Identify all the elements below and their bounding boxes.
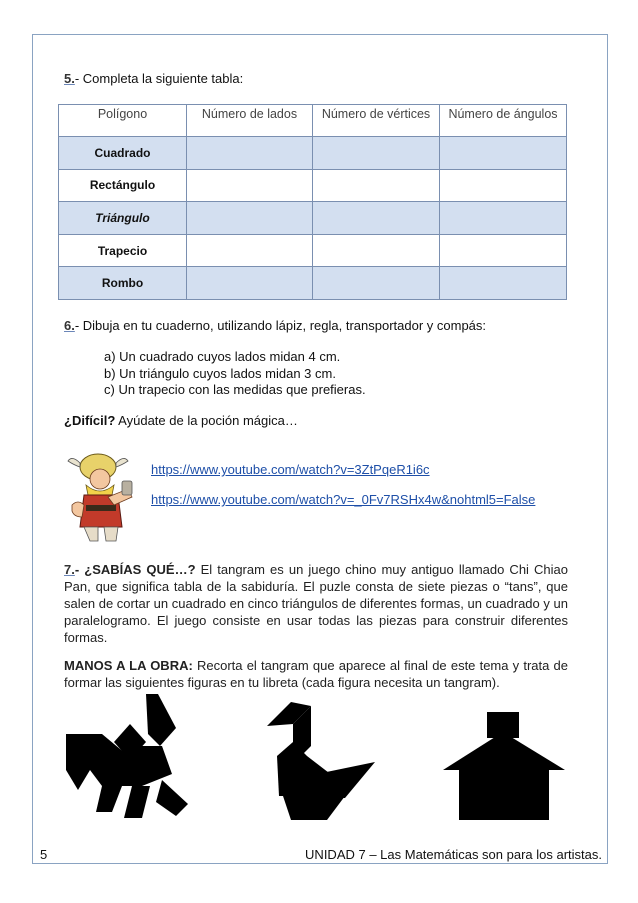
exercise-6-number: 6. <box>64 318 75 333</box>
exercise-5-text: - Completa la siguiente tabla: <box>74 71 244 86</box>
answer-cell[interactable] <box>440 234 567 267</box>
exercise-7-bold: - ¿SABÍAS QUÉ…? <box>74 562 196 577</box>
exercise-6-list <box>104 349 366 399</box>
exercise-6-title <box>64 318 486 333</box>
list-item: c) Un trapecio con las medidas que prefieras. <box>104 382 366 397</box>
hint-bold: ¿Difícil? <box>64 413 116 428</box>
exercise-7-number: 7. <box>64 562 75 577</box>
answer-cell[interactable] <box>313 202 440 235</box>
task-text: Recorta el tangram que aparece al final de este tema y trata de formar las siguientes figuras en tu libreta (cada figura necesita un tangram). <box>64 658 568 690</box>
footer-title: UNIDAD 7 – Las Matemáticas son para los artistas. <box>305 847 602 862</box>
exercise-7-paragraph <box>64 561 568 646</box>
tangram-house-figure <box>443 712 565 822</box>
table-row <box>59 137 567 170</box>
task-bold: MANOS A LA OBRA: <box>64 658 193 673</box>
header-vertices: Número de vértices <box>313 105 440 137</box>
table-row <box>59 234 567 267</box>
answer-cell[interactable] <box>440 169 567 202</box>
row-label: Rombo <box>59 267 187 300</box>
manos-a-la-obra-paragraph <box>64 657 568 691</box>
table-row <box>59 267 567 300</box>
video-links <box>151 462 535 508</box>
exercise-5-title <box>64 71 243 86</box>
exercise-6-text: - Dibuja en tu cuaderno, utilizando lápiz, regla, transportador y compás: <box>74 318 487 333</box>
hint-line <box>64 413 298 428</box>
hint-text: Ayúdate de la poción mágica… <box>115 413 298 428</box>
answer-cell[interactable] <box>187 234 313 267</box>
answer-cell[interactable] <box>440 202 567 235</box>
magic-potion-mascot-illustration <box>64 445 142 545</box>
answer-cell[interactable] <box>313 169 440 202</box>
row-label: Rectángulo <box>59 169 187 202</box>
page-number: 5 <box>40 847 48 862</box>
video-link-1[interactable]: https://www.youtube.com/watch?v=3ZtPqeR1i6c <box>151 462 430 477</box>
answer-cell[interactable] <box>187 169 313 202</box>
table-row <box>59 202 567 235</box>
table-row <box>59 169 567 202</box>
answer-cell[interactable] <box>187 267 313 300</box>
answer-cell[interactable] <box>313 137 440 170</box>
answer-cell[interactable] <box>313 234 440 267</box>
answer-cell[interactable] <box>440 137 567 170</box>
answer-cell[interactable] <box>187 202 313 235</box>
video-link-2[interactable]: https://www.youtube.com/watch?v=_0Fv7RSHx4w&nohtml5=False <box>151 492 536 507</box>
exercise-5-number: 5. <box>64 71 75 86</box>
list-item: b) Un triángulo cuyos lados midan 3 cm. <box>104 365 336 381</box>
exercise-7-text: El tangram es un juego chino muy antiguo llamado Chi Chiao Pan, que significa tabla de la sabiduría. El puzle consta de siete piezas o “tans”, que salen de cortar un cuadrado en cinco triángulos de diferentes formas, un cuadrado y un paralelogramo. El juego consiste en usar todas las piezas para construir diferentes formas. <box>64 562 568 645</box>
list-item: a) Un cuadrado cuyos lados midan 4 cm. <box>104 349 341 364</box>
tangram-swan-figure <box>267 702 377 820</box>
polygon-table <box>58 104 567 300</box>
row-label: Cuadrado <box>59 137 187 170</box>
tangram-cat-figure <box>66 694 194 818</box>
header-poligono: Polígono <box>59 105 187 137</box>
answer-cell[interactable] <box>313 267 440 300</box>
header-lados: Número de lados <box>187 105 313 137</box>
answer-cell[interactable] <box>440 267 567 300</box>
header-angulos: Número de ángulos <box>440 105 567 137</box>
row-label: Trapecio <box>59 234 187 267</box>
table-header-row <box>59 105 567 137</box>
answer-cell[interactable] <box>187 137 313 170</box>
row-label: Triángulo <box>59 202 187 235</box>
